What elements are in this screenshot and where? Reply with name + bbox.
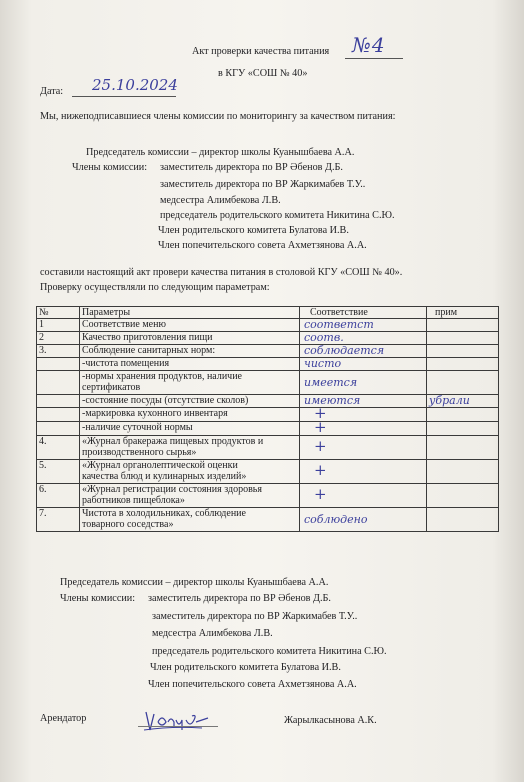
row-compliance	[300, 484, 427, 508]
row-number: 1	[37, 319, 80, 332]
commission-members-label-top: Члены комиссии:	[72, 162, 148, 173]
parameter-line: «Журнал бракеража пищевых продуктов и	[82, 436, 264, 447]
table-row	[37, 508, 499, 532]
commission-members-label-bottom: Члены комиссии:	[60, 593, 136, 604]
row-parameter	[80, 460, 300, 484]
tenant-label: Арендатор	[40, 713, 87, 724]
row-note	[427, 395, 499, 408]
table-row	[37, 332, 499, 345]
row-number: 5.	[37, 460, 80, 484]
row-number: 6.	[37, 484, 80, 508]
parameter-line: товарного соседства»	[82, 519, 174, 530]
commission-chair-top: Председатель комиссии – директор школы Куанышбаева А.А.	[86, 147, 355, 158]
parameter-line: работников пищеблока»	[82, 495, 185, 506]
row-parameter	[80, 422, 300, 436]
row-parameter	[80, 345, 300, 358]
compliance-handwritten: соотв.	[304, 331, 344, 344]
table-header-row	[37, 307, 499, 319]
row-note	[427, 319, 499, 332]
row-number	[37, 422, 80, 436]
table-row	[37, 436, 499, 460]
table-row	[37, 422, 499, 436]
parameter-line: Качество приготовления пищи	[82, 332, 213, 343]
signature-line	[138, 726, 218, 727]
tenant-signature	[142, 706, 212, 739]
date-underline	[72, 96, 176, 97]
parameter-line: -наличие суточной нормы	[82, 422, 193, 433]
row-number	[37, 408, 80, 422]
compliance-handwritten: +	[314, 461, 327, 479]
row-compliance	[300, 395, 427, 408]
parameter-line: Чистота в холодильниках, соблюдение	[82, 508, 246, 519]
act-number-underline	[345, 58, 403, 59]
row-parameter	[80, 484, 300, 508]
commission-member-bottom: заместитель директора по ВР Әбенов Д.Б.	[148, 593, 331, 604]
table-row	[37, 395, 499, 408]
parameter-line: -чистота помещения	[82, 358, 170, 369]
row-compliance	[300, 436, 427, 460]
commission-member-top: Член попечительского совета Ахметзянова А.А.	[158, 240, 367, 251]
row-compliance	[300, 319, 427, 332]
row-compliance	[300, 371, 427, 395]
row-note	[427, 345, 499, 358]
header-parameters: Параметры	[80, 307, 300, 319]
parameter-line: «Журнал органолептической оценки	[82, 460, 238, 471]
parameter-line: Соответствие меню	[82, 319, 166, 330]
row-note	[427, 422, 499, 436]
intro-text: Мы, нижеподписавшиеся члены комиссии по мониторингу за качеством питания:	[40, 111, 396, 122]
statement-line: Проверку осуществляли по следующим параметрам:	[40, 282, 270, 293]
compliance-handwritten: имеются	[304, 394, 361, 407]
table-row	[37, 358, 499, 371]
commission-member-top: медсестра Алимбекова Л.В.	[160, 195, 281, 206]
header-number: №	[37, 307, 80, 319]
commission-member-bottom: председатель родительского комитета Никитина С.Ю.	[152, 646, 387, 657]
parameter-line: Соблюдение санитарных норм:	[82, 345, 216, 356]
row-compliance	[300, 408, 427, 422]
row-note	[427, 371, 499, 395]
compliance-handwritten: +	[314, 421, 327, 436]
act-number-handwritten: №4	[352, 33, 386, 57]
row-parameter	[80, 508, 300, 532]
compliance-handwritten: соблюдено	[304, 512, 368, 526]
compliance-handwritten: +	[314, 437, 327, 455]
table-body	[37, 319, 499, 532]
date-handwritten: 25.10.2024	[92, 76, 178, 94]
school-name: в КГУ «СОШ № 40»	[218, 68, 308, 79]
row-note	[427, 436, 499, 460]
row-compliance	[300, 345, 427, 358]
parameter-line: сертификатов	[82, 382, 141, 393]
commission-member-top: заместитель директора по ВР Жаркимабев Т.У..	[160, 179, 366, 190]
commission-member-bottom: Член родительского комитета Булатова И.В.	[150, 662, 341, 673]
row-number	[37, 371, 80, 395]
row-number	[37, 395, 80, 408]
row-number: 2	[37, 332, 80, 345]
compliance-handwritten: чисто	[304, 357, 342, 370]
row-note	[427, 332, 499, 345]
table-row	[37, 345, 499, 358]
parameter-line: -нормы хранения продуктов, наличие	[82, 371, 242, 382]
table-row	[37, 408, 499, 422]
note-handwritten: убрали	[429, 394, 470, 407]
row-number: 3.	[37, 345, 80, 358]
row-parameter	[80, 371, 300, 395]
row-compliance	[300, 508, 427, 532]
row-parameter	[80, 395, 300, 408]
commission-member-bottom: медсестра Алимбекова Л.В.	[152, 628, 273, 639]
row-number: 7.	[37, 508, 80, 532]
header-compliance: Соответствие	[300, 307, 427, 319]
compliance-handwritten: +	[314, 485, 327, 503]
table-row	[37, 460, 499, 484]
row-note	[427, 484, 499, 508]
row-parameter	[80, 436, 300, 460]
row-compliance	[300, 358, 427, 371]
compliance-handwritten: +	[314, 407, 327, 422]
compliance-handwritten: имеется	[304, 375, 358, 389]
document-title: Акт проверки качества питания	[192, 46, 330, 57]
commission-chair-bottom: Председатель комиссии – директор школы Куанышбаева А.А.	[60, 577, 329, 588]
row-compliance	[300, 332, 427, 345]
row-parameter	[80, 319, 300, 332]
tenant-name: Жарылкасынова А.К.	[284, 715, 377, 726]
row-note	[427, 358, 499, 371]
parameter-line: «Журнал регистрации состояния здоровья	[82, 484, 262, 495]
date-label: Дата:	[40, 86, 64, 97]
table-row	[37, 371, 499, 395]
row-number: 4.	[37, 436, 80, 460]
commission-member-bottom: Член попечительского совета Ахметзянова А.А.	[148, 679, 357, 690]
parameter-line: качества блюд и кулинарных изделий»	[82, 471, 247, 482]
row-parameter	[80, 408, 300, 422]
header-note: прим	[427, 307, 499, 319]
parameter-line: производственного сырья»	[82, 447, 197, 458]
row-note	[427, 460, 499, 484]
row-compliance	[300, 460, 427, 484]
commission-member-bottom: заместитель директора по ВР Жаркимабев Т.У..	[152, 611, 358, 622]
row-compliance	[300, 422, 427, 436]
row-note	[427, 408, 499, 422]
parameter-line: -состояние посуды (отсутствие сколов)	[82, 395, 249, 406]
row-parameter	[80, 332, 300, 345]
parameters-table	[36, 306, 499, 532]
row-note	[427, 508, 499, 532]
table-row	[37, 319, 499, 332]
compliance-handwritten: соответст	[304, 318, 374, 331]
compliance-handwritten: соблюдается	[304, 344, 385, 357]
commission-member-top: председатель родительского комитета Никитина С.Ю.	[160, 210, 395, 221]
table-row	[37, 484, 499, 508]
row-parameter	[80, 358, 300, 371]
parameter-line: -маркировка кухонного инвентаря	[82, 408, 228, 419]
statement-line: составили настоящий акт провери качества питания в столовой КГУ «СОШ № 40».	[40, 267, 403, 278]
commission-member-top: Член родительского комитета Булатова И.В.	[158, 225, 349, 236]
commission-member-top: заместитель директора по ВР Әбенов Д.Б.	[160, 162, 343, 173]
row-number	[37, 358, 80, 371]
